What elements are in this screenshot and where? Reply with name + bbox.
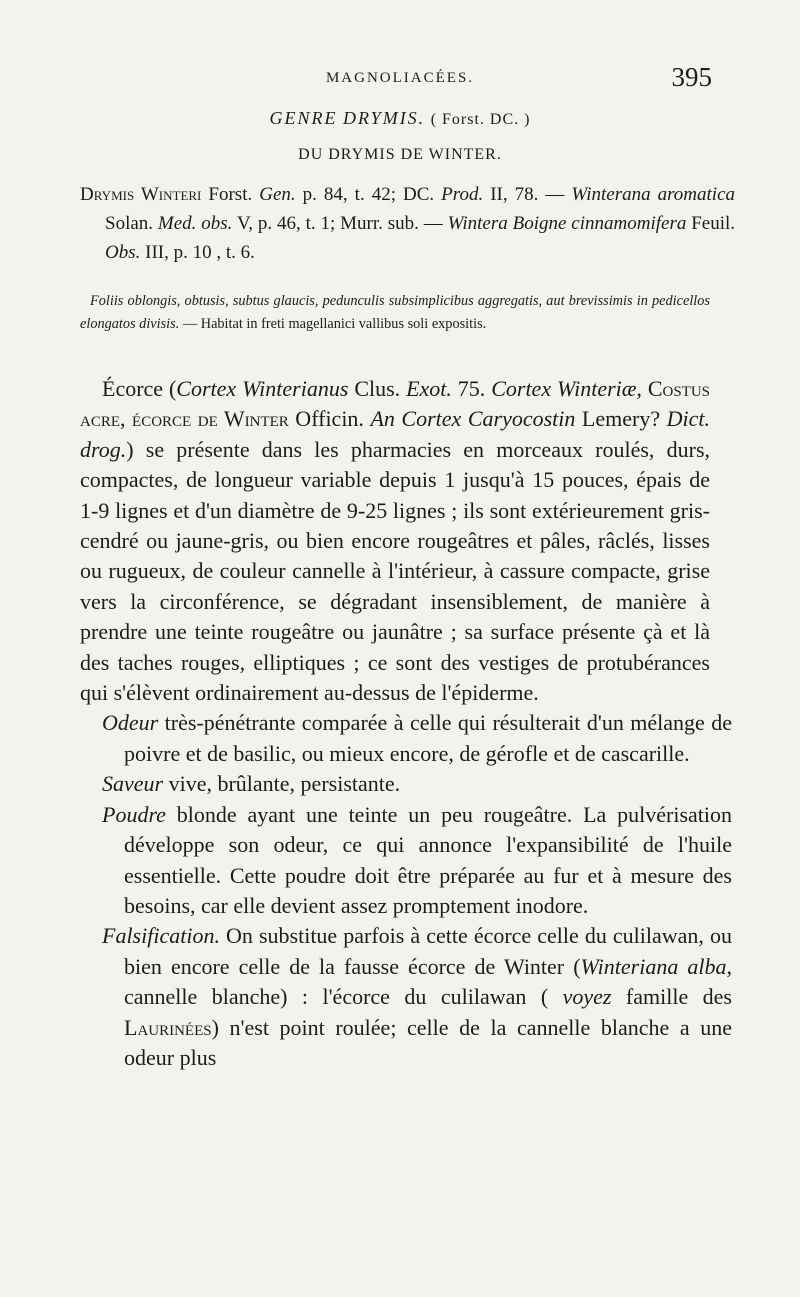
running-head: MAGNOLIACÉES. [325,70,475,86]
falsification-text: famille des [611,984,732,1010]
falsification-smallcaps: Laurinées [124,1014,212,1040]
poudre-label: Poudre [102,801,166,827]
falsification-label: Falsification. [102,923,220,949]
syn-italic: Prod. [441,184,484,205]
p1-text: 75. [451,376,492,401]
latin-diagnosis [80,290,710,336]
odeur-label: Odeur [102,710,159,736]
genre-word: GENRE [269,108,338,128]
diagnosis-habitat: — Habitat in freti magellanici vallibus soli expositis. [179,316,487,332]
poudre-text: blonde ayant une teinte un peu rougeâtre. La pulvérisation développe son odeur, ce qui annonce l'expansibilité de l'huile essentielle. Cette poudre doit être préparée au fur et à mesure des besoins, car elle devient assez promptement inodore. [124,801,732,918]
genre-title [0,108,800,129]
genre-subtitle: DU DRYMIS DE WINTER. [298,146,502,163]
p1-text: Officin. [288,406,371,432]
poudre-paragraph [102,800,732,922]
p1-text: Clus. [348,376,407,401]
genre-name: DRYMIS. [343,108,426,128]
syn-text: II, 78. — [483,184,572,205]
falsification-text: ) n'est point roulée; celle de la cannelle blanche a une odeur plus [124,1014,732,1070]
syn-text: V, p. 46, t. 1; Murr. sub. — [232,213,448,234]
syn-species: Drymis Winteri [80,184,202,205]
falsification-paragraph [102,921,732,1073]
diagnosis-italic: Foliis oblongis, obtusis, subtus glaucis, pedunculis subsimplicibus aggregatis, aut brevissimis in pedicellos elongatos divisis. [80,293,710,332]
p1-smallcaps: Costus acre [80,376,711,432]
syn-text: Solan. [105,213,158,234]
falsification-text: On substitue parfois à cette écorce celle du culilawan, ou bien encore celle de la fausse écorce de Winter ( [124,923,732,979]
saveur-text: vive, brûlante, persistante. [163,771,401,797]
syn-italic: Obs. [105,242,141,263]
syn-text: Forst. [201,184,260,205]
genre-authority: ( Forst. DC. ) [430,111,531,128]
p1-italic: An Cortex Caryocostin [370,406,576,432]
description-body [80,374,733,1073]
falsification-text: , cannelle blanche) : l'écorce du culilawan ( [124,953,733,1010]
synonymy-paragraph [80,180,735,267]
falsification-italic: Winteriana alba [580,953,727,979]
p1-italic: Dict. drog. [80,406,710,462]
p1-text: Lemery? [575,406,667,432]
p1-text: ) se présente dans les pharmacies en morceaux roulés, durs, compactes, de longueur variable depuis 1 jusqu'à 15 pouces, épais de 1-9 lignes et d'un diamètre de 9-25 lignes ; ils sont extérieurement gris-cendré ou jaune-gris, ou bien encore rougeâtres et pâles, râclés, lisses ou rugueux, de couleur cannelle à l'intérieur, à cassure compacte, grise vers la circonférence, se dégradant insensiblement, de manière à prendre une teinte rougeâtre ou jaunâtre ; sa surface présente çà et là des taches rouges, elliptiques ; ce sont des vestiges de protubérances qui s'élèvent ordinairement au-dessus de l'épiderme. [80,436,710,706]
syn-text: Feuil. [686,213,736,234]
odeur-paragraph [102,708,732,769]
odeur-text: très-pénétrante comparée à celle qui résulterait d'un mélange de poivre et de basilic, ou mieux encore, de gérofle et de cascarille. [124,710,732,766]
p1-italic: Cortex Winteriæ, [491,376,642,401]
page-number: 395 [671,62,712,92]
p1-italic: Exot. [406,376,452,401]
syn-italic: Winterana aromatica [571,184,735,205]
p1-smallcaps: , écorce de Winter [120,406,289,432]
syn-text: III, p. 10 , t. 6. [140,242,255,263]
diagnosis-paragraph [80,290,710,336]
p1-italic: Cortex Winterianus [176,376,349,401]
saveur-paragraph [102,769,732,799]
saveur-label: Saveur [102,771,164,797]
syn-italic: Med. obs. [157,213,233,234]
syn-text: p. 84, t. 42; DC. [295,184,442,205]
syn-italic: Gen. [259,184,296,205]
bark-paragraph [80,374,710,708]
p1-text: Écorce ( [102,376,177,401]
syn-italic: Wintera Boigne cinnamomifera [447,213,687,234]
falsification-italic: voyez [562,984,612,1010]
